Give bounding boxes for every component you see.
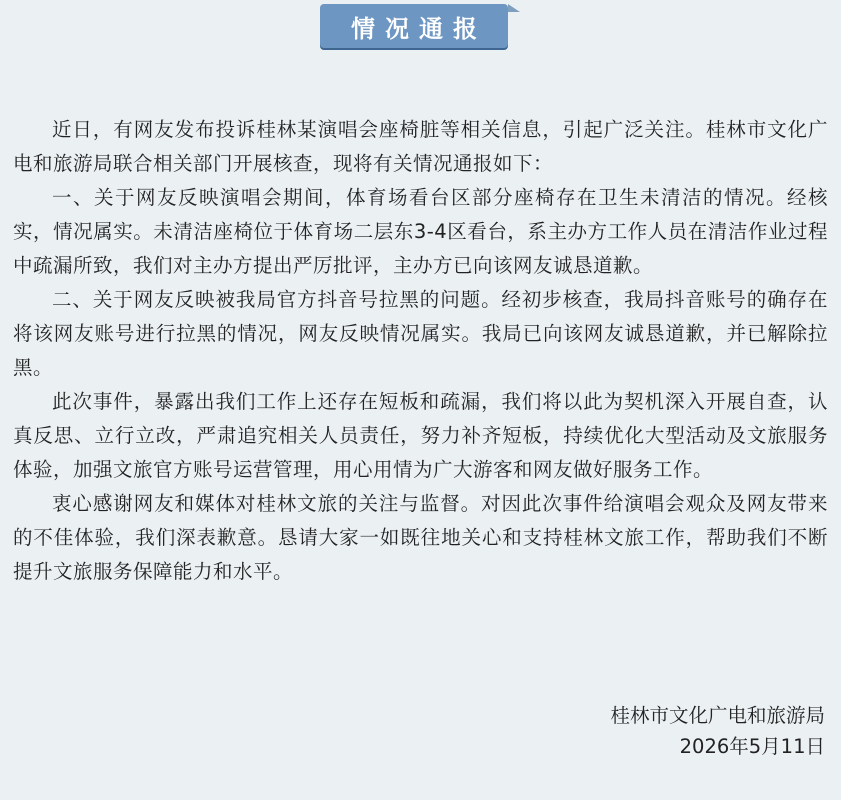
signature-block [610,700,825,762]
notice-body [13,113,828,589]
paragraph-thanks: 衷心感谢网友和媒体对桂林文旅的关注与监督。对因此次事件给演唱会观众及网友带来的不佳体验，我们深表歉意。恳请大家一如既往地关心和支持桂林文旅工作，帮助我们不断提升文旅服务保障能力和水平。 [13,492,828,583]
paragraph-item-2: 二、关于网友反映被我局官方抖音号拉黑的问题。经初步核查，我局抖音账号的确存在将该网友账号进行拉黑的情况，网友反映情况属实。我局已向该网友诚恳道歉，并已解除拉黑。 [13,288,828,379]
signature-org: 桂林市文化广电和旅游局 [610,704,825,727]
paragraph-item-1: 一、关于网友反映演唱会期间，体育场看台区部分座椅存在卫生未清洁的情况。经核实，情况属实。未清洁座椅位于体育场二层东3-4区看台，系主办方工作人员在清洁作业过程中疏漏所致，我们对主办方提出严厉批评，主办方已向该网友诚恳道歉。 [13,186,828,277]
banner-fold-decoration [508,4,520,12]
title-banner [320,4,520,48]
paragraph-reflection: 此次事件，暴露出我们工作上还存在短板和疏漏，我们将以此为契机深入开展自查，认真反思、立行立改，严肃追究相关人员责任，努力补齐短板，持续优化大型活动及文旅服务体验，加强文旅官方账号运营管理，用心用情为广大游客和网友做好服务工作。 [13,390,828,481]
page-title: 情况通报 [320,4,508,48]
signature-date: 2026年5月11日 [679,735,825,758]
paragraph-intro: 近日，有网友发布投诉桂林某演唱会座椅脏等相关信息，引起广泛关注。桂林市文化广电和旅游局联合相关部门开展核查，现将有关情况通报如下： [13,118,828,175]
